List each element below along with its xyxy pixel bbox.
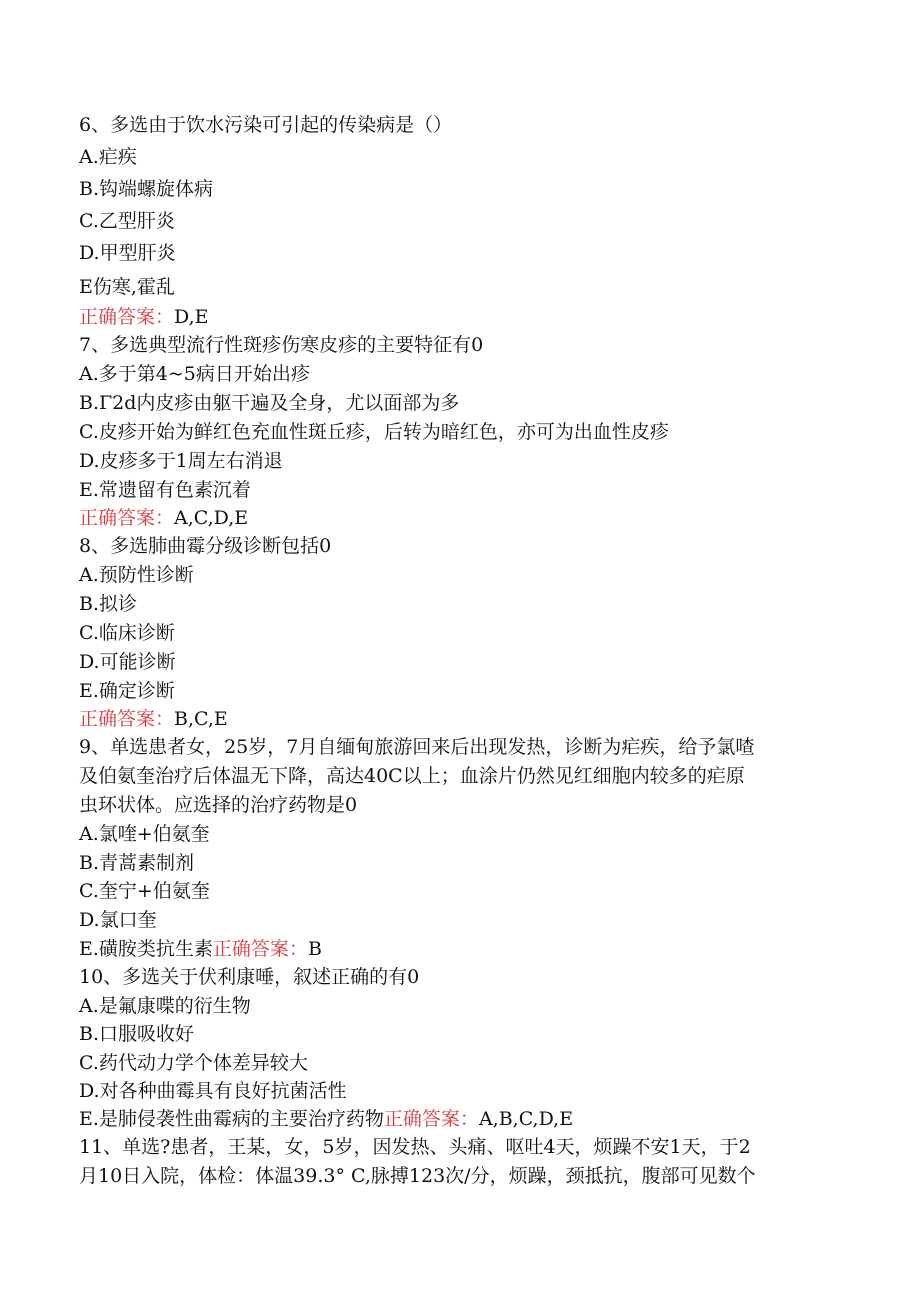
question-11-stem-line-2: 月10日入院，体检：体温39.3° C,脉搏123次/分，烦躁，颈抵抗，腹部可见数个	[79, 1165, 756, 1187]
question-8-option-d: D.可能诊断	[79, 651, 176, 673]
answer-label: 正确答案：	[79, 507, 175, 529]
question-8-option-c: C.临床诊断	[79, 622, 175, 644]
answer-value: B	[307, 938, 322, 960]
question-7-answer	[79, 505, 248, 531]
question-10-option-e: E.是肺侵袭性曲霉病的主要治疗药物	[79, 1108, 384, 1130]
question-8-option-b: B.拟诊	[79, 593, 138, 615]
question-9-option-a: A.氯喹+伯氨奎	[79, 823, 210, 845]
question-6-option-c: C.乙型肝炎	[79, 210, 175, 232]
answer-value: A,C,D,E	[174, 507, 249, 529]
question-9-option-b: B.青蒿素制剂	[79, 852, 195, 874]
question-8-stem: 8、多选肺曲霉分级诊断包括0	[79, 535, 332, 557]
question-11-stem-line-1: 11、单选?患者，王某，女，5岁，因发热、头痛、呕吐4天，烦躁不安1天，于2	[79, 1136, 751, 1158]
question-7-option-b: B.Γ2d内皮疹由躯干遍及全身，尤以面部为多	[79, 392, 460, 414]
answer-value: D,E	[174, 306, 209, 328]
question-7-option-e: E.常遗留有色素沉着	[79, 479, 251, 501]
question-9-stem-line-1: 9、单选患者女，25岁，7月自缅甸旅游回来后出现发热，诊断为疟疾，给予氯喳	[79, 736, 755, 758]
question-10-option-e-with-answer	[79, 1106, 573, 1132]
question-6-option-b: B.钩端螺旋体病	[79, 178, 214, 200]
question-7-option-d: D.皮疹多于1周左右消退	[79, 450, 283, 472]
question-6-stem: 6、多选由于饮水污染可引起的传染病是（）	[79, 114, 453, 136]
answer-label: 正确答案：	[383, 1108, 479, 1130]
answer-value: B,C,E	[174, 708, 228, 730]
question-9-option-c: C.奎宁+伯氨奎	[79, 880, 210, 902]
question-9-stem-line-3: 虫环状体。应选择的治疗药物是0	[79, 794, 358, 816]
answer-value: A,B,C,D,E	[478, 1108, 574, 1130]
question-8-option-a: A.预防性诊断	[79, 564, 194, 586]
question-10-option-d: D.对各种曲霉具有良好抗菌活性	[79, 1080, 347, 1102]
question-9-option-e-with-answer	[79, 936, 322, 962]
question-6-answer	[79, 304, 208, 330]
question-10-option-b: B.口服吸收好	[79, 1023, 195, 1045]
question-9-option-d: D.氯口奎	[79, 909, 157, 931]
question-6-option-a: A.疟疾	[79, 146, 137, 168]
question-7-option-c: C.皮疹开始为鲜红色充血性斑丘疹，后转为暗红色，亦可为出血性皮疹	[79, 421, 669, 443]
question-7-stem: 7、多选典型流行性斑疹伤寒皮疹的主要特征有0	[79, 334, 484, 356]
answer-label: 正确答案：	[79, 306, 175, 328]
question-8-option-e: E.确定诊断	[79, 680, 175, 702]
question-8-answer	[79, 706, 228, 732]
question-9-stem-line-2: 及伯氨奎治疗后体温无下降，高达40C以上；血涂片仍然见红细胞内较多的疟原	[79, 765, 745, 787]
question-6-option-d: D.甲型肝炎	[79, 242, 176, 264]
answer-label: 正确答案：	[79, 708, 175, 730]
question-6-option-e: E伤寒,霍乱	[79, 276, 175, 298]
question-7-option-a: A.多于第4~5病日开始出疹	[79, 363, 310, 385]
question-9-option-e: E.磺胺类抗生素	[79, 938, 213, 960]
question-10-option-a: A.是氟康喋的衍生物	[79, 995, 251, 1017]
answer-label: 正确答案：	[212, 938, 308, 960]
question-10-stem: 10、多选关于伏利康唾，叙述正确的有0	[79, 966, 420, 988]
question-10-option-c: C.药代动力学个体差异较大	[79, 1052, 308, 1074]
